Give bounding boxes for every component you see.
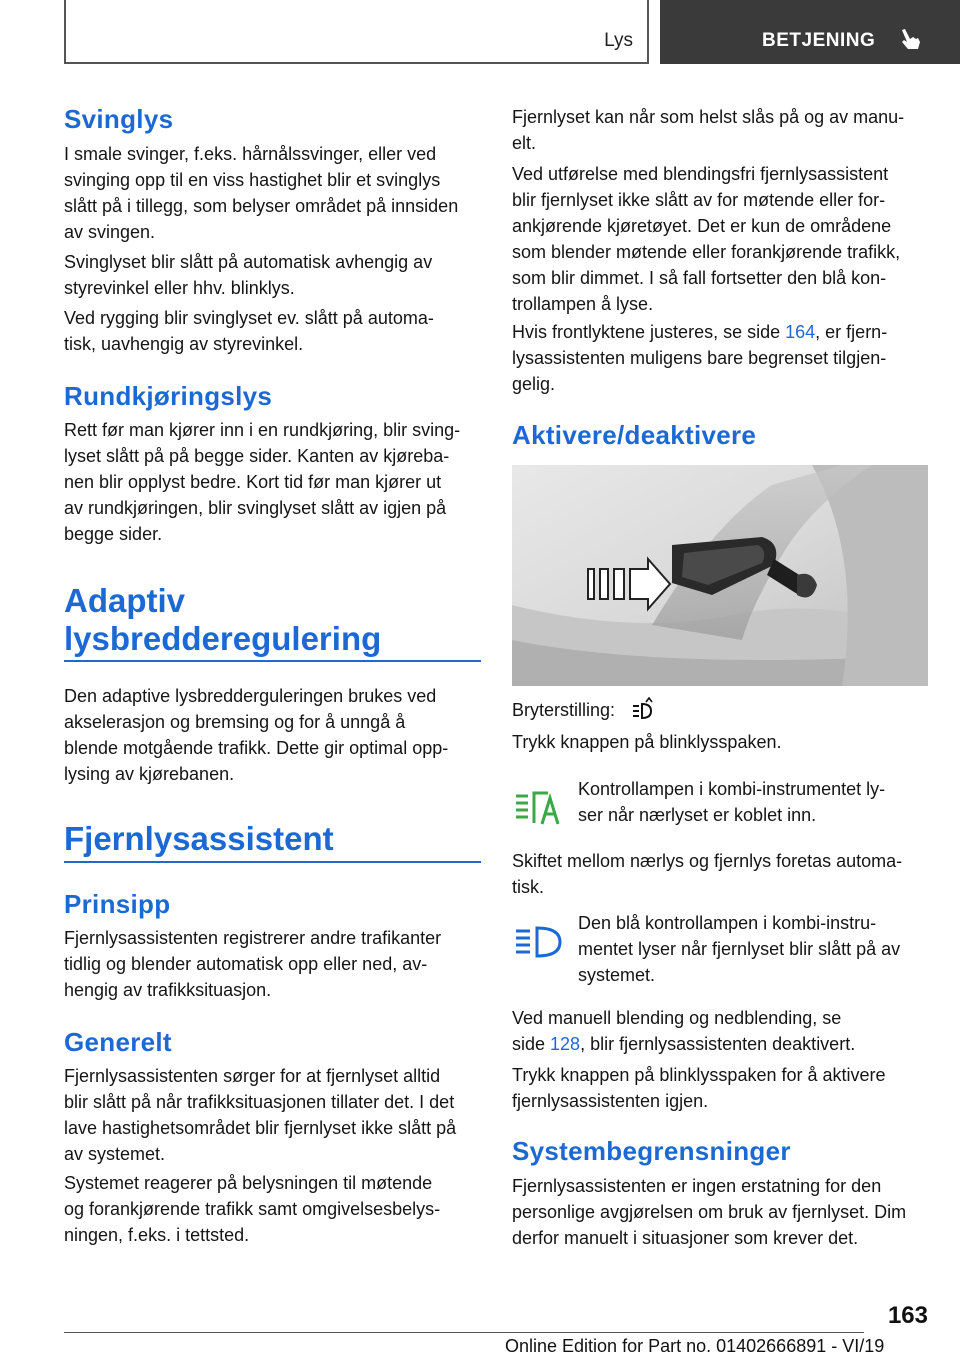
heading-svinglys: Svinglys <box>64 104 174 134</box>
paragraph: I smale svinger, f.eks. hårnålssvinger, eller ved svinging opp til en viss hastighet blir et svinglys slått på i tillegg, som belyser området på innsiden av svingen. <box>64 144 459 242</box>
chapter-title: BETJENING <box>762 30 876 51</box>
paragraph: Ved rygging blir svinglyset ev. slått på automa‐ tisk, uavhengig av styrevinkel. <box>64 308 434 354</box>
page-number: 163 <box>887 1302 928 1329</box>
paragraph: Ved manuell blending og nedblending, se side 128, blir fjernlysassistenten deaktivert. <box>512 1008 856 1054</box>
switch-position: Bryterstilling: <box>512 697 659 723</box>
heading-divider <box>64 861 481 863</box>
paragraph: Rett før man kjører inn i en rundkjøring, blir sving‐ lyset slått på på begge sider. Kanten av kjøreba‐ nen blir opplyst bedre. Kort tid før man kjører ut av rundkjøringen, blir svinglyset slått av igjen på begge sider. <box>64 420 461 544</box>
header-chapter-box <box>660 0 960 64</box>
indicator-description: Den blå kontrollampen i kombi-instru‐ mentet lyser når fjernlyset blir slått på av systemet. <box>578 913 901 985</box>
heading-divider <box>64 660 481 662</box>
low-beam-auto-indicator-icon <box>514 790 562 826</box>
paragraph: Trykk knappen på blinklysspaken for å aktivere fjernlysassistenten igjen. <box>512 1065 886 1111</box>
high-beam-indicator-icon <box>514 925 562 961</box>
heading-aktivere: Aktivere/deaktivere <box>512 420 757 450</box>
paragraph: Fjernlyset kan når som helst slås på og av manu‐ elt. <box>512 107 905 153</box>
paragraph: Skiftet mellom nærlys og fjernlys foretas automa‐ tisk. <box>512 851 903 897</box>
paragraph: Hvis frontlyktene justeres, se side 164, er fjern‐ lysassistenten muligens bare begrenset tilgjen‐ gelig. <box>512 322 888 394</box>
paragraph: Trykk knappen på blinklysspaken. <box>512 732 782 752</box>
paragraph: Den adaptive lysbredderguleringen brukes ved akselerasjon og bremsing og for å unngå å blende motgående trafikk. Dette gir optimal opp‐ lysing av kjørebanen. <box>64 686 449 784</box>
paragraph: Systemet reagerer på belysningen til møtende og forankjørende trafikk samt omgivelsesbelys‐ ningen, f.eks. i tettsted. <box>64 1173 441 1245</box>
section-title: Lys <box>604 30 633 51</box>
chapter-heading-adaptiv: Adaptiv lysbredderegulering <box>64 582 382 657</box>
paragraph: Fjernlysassistenten registrerer andre trafikanter tidlig og blender automatisk opp eller ned, av‐ hengig av trafikksituasjon. <box>64 928 442 1000</box>
indicator-description: Kontrollampen i kombi-instrumentet ly‐ ser når nærlyset er koblet inn. <box>578 779 886 825</box>
page-link-164[interactable]: 164 <box>785 322 816 342</box>
page-link-128[interactable]: 128 <box>550 1034 581 1054</box>
paragraph: Ved utførelse med blendingsfri fjernlysassistent blir fjernlyset ikke slått av for møtende eller for‐ ankjørende kjøretøyet. Det er kun de områdene som blender møtende eller forankjørende trafikk, som blir dimmet. I så fall fortsetter den blå kon‐ trollampen å lyse. <box>512 164 901 314</box>
turn-signal-lever-photo <box>512 465 928 686</box>
footer-edition: Online Edition for Part no. 01402666891 - VI/19 <box>505 1336 885 1356</box>
heading-prinsipp: Prinsipp <box>64 889 171 919</box>
pointing-hand-icon <box>896 26 922 52</box>
headlight-auto-icon <box>625 697 659 723</box>
header-section-box <box>64 0 649 64</box>
paragraph: Svinglyset blir slått på automatisk avhengig av styrevinkel eller hhv. blinklys. <box>64 252 433 298</box>
paragraph: Fjernlysassistenten er ingen erstatning for den personlige avgjørelsen om bruk av fjernlyset. Dim derfor manuelt i situasjoner som krever det. <box>512 1176 907 1248</box>
paragraph: Fjernlysassistenten sørger for at fjernlyset alltid blir slått på når trafikksituasjonen tillater det. I det lave hastighetsområdet blir fjernlyset ikke slått på av systemet. <box>64 1066 457 1164</box>
chapter-heading-fjernlysassistent: Fjernlysassistent <box>64 820 334 857</box>
footer-divider <box>64 1332 864 1333</box>
heading-systembegrensninger: Systembegrensninger <box>512 1136 791 1166</box>
heading-rundkjoringslys: Rundkjøringslys <box>64 381 273 411</box>
heading-generelt: Generelt <box>64 1027 172 1057</box>
